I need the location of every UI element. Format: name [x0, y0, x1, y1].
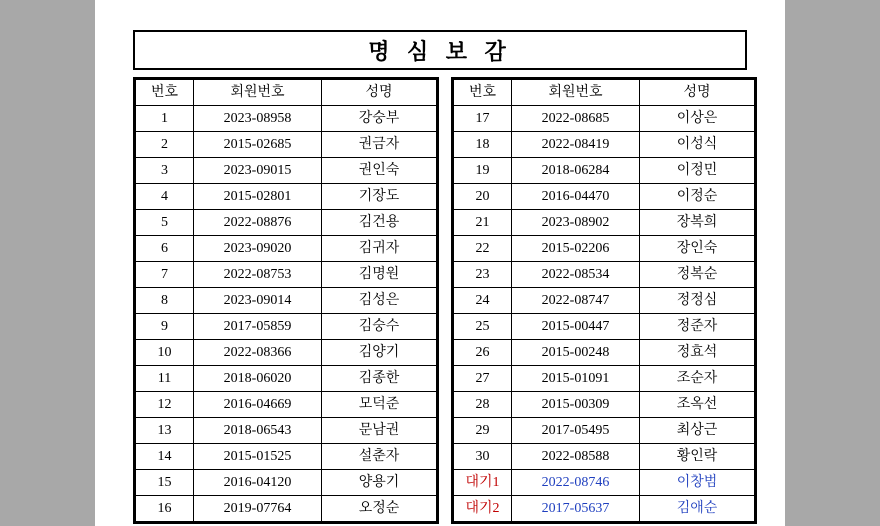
table-row	[454, 444, 755, 470]
table-row	[136, 470, 437, 496]
column-header-no: 번호	[136, 80, 194, 106]
column-header-id: 회원번호	[512, 80, 640, 106]
cell-member-id: 2019-07764	[194, 496, 322, 522]
cell-no: 12	[136, 392, 194, 418]
cell-no: 29	[454, 418, 512, 444]
cell-no: 대기1	[454, 470, 512, 496]
cell-no: 5	[136, 210, 194, 236]
cell-no: 19	[454, 158, 512, 184]
cell-name: 모덕준	[322, 392, 437, 418]
cell-member-id: 2015-00309	[512, 392, 640, 418]
cell-member-id: 2023-08902	[512, 210, 640, 236]
table-row	[136, 158, 437, 184]
table-row	[454, 340, 755, 366]
cell-name: 기장도	[322, 184, 437, 210]
cell-no: 2	[136, 132, 194, 158]
document-sheet	[133, 30, 747, 524]
table-header-row	[454, 80, 755, 106]
table-row	[454, 288, 755, 314]
cell-member-id: 2018-06543	[194, 418, 322, 444]
cell-name: 최상근	[640, 418, 755, 444]
column-header-id: 회원번호	[194, 80, 322, 106]
cell-name: 이정순	[640, 184, 755, 210]
cell-no: 16	[136, 496, 194, 522]
table-row	[136, 366, 437, 392]
cell-name: 김성은	[322, 288, 437, 314]
cell-name: 김숭수	[322, 314, 437, 340]
cell-name: 김건용	[322, 210, 437, 236]
table-row	[136, 184, 437, 210]
cell-member-id: 2016-04669	[194, 392, 322, 418]
cell-member-id: 2023-09020	[194, 236, 322, 262]
column-header-name: 성명	[322, 80, 437, 106]
cell-name: 김애순	[640, 496, 755, 522]
cell-name: 장복희	[640, 210, 755, 236]
table-row	[136, 340, 437, 366]
document-page	[95, 0, 785, 526]
cell-member-id: 2022-08419	[512, 132, 640, 158]
cell-name: 황인락	[640, 444, 755, 470]
cell-no: 8	[136, 288, 194, 314]
table-row	[454, 392, 755, 418]
cell-member-id: 2015-00248	[512, 340, 640, 366]
table-row	[136, 132, 437, 158]
right-table-wrapper	[451, 77, 757, 524]
table-row	[454, 158, 755, 184]
cell-member-id: 2017-05637	[512, 496, 640, 522]
table-row	[454, 366, 755, 392]
cell-no: 10	[136, 340, 194, 366]
cell-member-id: 2015-01525	[194, 444, 322, 470]
table-header-row	[136, 80, 437, 106]
cell-member-id: 2015-02685	[194, 132, 322, 158]
cell-name: 정복순	[640, 262, 755, 288]
table-row	[136, 418, 437, 444]
table-row	[454, 314, 755, 340]
cell-name: 김명원	[322, 262, 437, 288]
cell-no: 21	[454, 210, 512, 236]
table-row	[136, 106, 437, 132]
page-title: 명 심 보 감	[368, 38, 512, 64]
cell-name: 문남권	[322, 418, 437, 444]
cell-name: 권금자	[322, 132, 437, 158]
cell-no: 27	[454, 366, 512, 392]
cell-name: 권인숙	[322, 158, 437, 184]
table-row	[454, 496, 755, 522]
cell-name: 장인숙	[640, 236, 755, 262]
cell-no: 25	[454, 314, 512, 340]
cell-name: 김종한	[322, 366, 437, 392]
cell-no: 20	[454, 184, 512, 210]
cell-no: 3	[136, 158, 194, 184]
cell-member-id: 2018-06284	[512, 158, 640, 184]
cell-member-id: 2016-04470	[512, 184, 640, 210]
cell-member-id: 2023-09014	[194, 288, 322, 314]
column-header-no: 번호	[454, 80, 512, 106]
table-row	[454, 262, 755, 288]
table-row	[454, 132, 755, 158]
cell-no: 4	[136, 184, 194, 210]
right-member-table	[453, 79, 755, 522]
table-row	[454, 236, 755, 262]
cell-name: 설춘자	[322, 444, 437, 470]
cell-member-id: 2018-06020	[194, 366, 322, 392]
cell-member-id: 2015-02206	[512, 236, 640, 262]
cell-member-id: 2022-08366	[194, 340, 322, 366]
table-row	[454, 470, 755, 496]
table-row	[136, 210, 437, 236]
table-row	[136, 288, 437, 314]
table-row	[136, 496, 437, 522]
cell-no: 6	[136, 236, 194, 262]
cell-member-id: 2023-08958	[194, 106, 322, 132]
cell-no: 26	[454, 340, 512, 366]
cell-no: 18	[454, 132, 512, 158]
cell-name: 조옥선	[640, 392, 755, 418]
cell-name: 조순자	[640, 366, 755, 392]
cell-member-id: 2022-08588	[512, 444, 640, 470]
cell-member-id: 2017-05495	[512, 418, 640, 444]
cell-name: 이상은	[640, 106, 755, 132]
table-row	[454, 184, 755, 210]
left-member-table	[135, 79, 437, 522]
cell-member-id: 2015-01091	[512, 366, 640, 392]
cell-member-id: 2022-08753	[194, 262, 322, 288]
table-row	[136, 392, 437, 418]
cell-no: 23	[454, 262, 512, 288]
cell-name: 양용기	[322, 470, 437, 496]
cell-member-id: 2017-05859	[194, 314, 322, 340]
cell-name: 이창범	[640, 470, 755, 496]
table-row	[136, 444, 437, 470]
cell-member-id: 2022-08747	[512, 288, 640, 314]
cell-member-id: 2022-08534	[512, 262, 640, 288]
table-row	[454, 418, 755, 444]
table-row	[454, 106, 755, 132]
cell-no: 22	[454, 236, 512, 262]
cell-name: 정준자	[640, 314, 755, 340]
cell-name: 강숭부	[322, 106, 437, 132]
cell-no: 9	[136, 314, 194, 340]
cell-no: 17	[454, 106, 512, 132]
cell-no: 30	[454, 444, 512, 470]
cell-name: 김귀자	[322, 236, 437, 262]
cell-member-id: 2015-00447	[512, 314, 640, 340]
left-table-wrapper	[133, 77, 439, 524]
cell-member-id: 2015-02801	[194, 184, 322, 210]
cell-member-id: 2022-08685	[512, 106, 640, 132]
cell-no: 24	[454, 288, 512, 314]
cell-no: 11	[136, 366, 194, 392]
cell-name: 정정심	[640, 288, 755, 314]
cell-no: 15	[136, 470, 194, 496]
table-row	[454, 210, 755, 236]
table-row	[136, 314, 437, 340]
cell-no: 1	[136, 106, 194, 132]
cell-no: 13	[136, 418, 194, 444]
cell-no: 대기2	[454, 496, 512, 522]
cell-no: 14	[136, 444, 194, 470]
cell-member-id: 2022-08876	[194, 210, 322, 236]
cell-no: 28	[454, 392, 512, 418]
document-title-box	[133, 30, 747, 70]
cell-no: 7	[136, 262, 194, 288]
table-row	[136, 262, 437, 288]
tables-container	[133, 77, 747, 524]
cell-name: 정효석	[640, 340, 755, 366]
cell-member-id: 2016-04120	[194, 470, 322, 496]
cell-name: 이성식	[640, 132, 755, 158]
table-row	[136, 236, 437, 262]
column-header-name: 성명	[640, 80, 755, 106]
cell-member-id: 2023-09015	[194, 158, 322, 184]
cell-name: 오정순	[322, 496, 437, 522]
cell-name: 이정민	[640, 158, 755, 184]
cell-name: 김양기	[322, 340, 437, 366]
cell-member-id: 2022-08746	[512, 470, 640, 496]
